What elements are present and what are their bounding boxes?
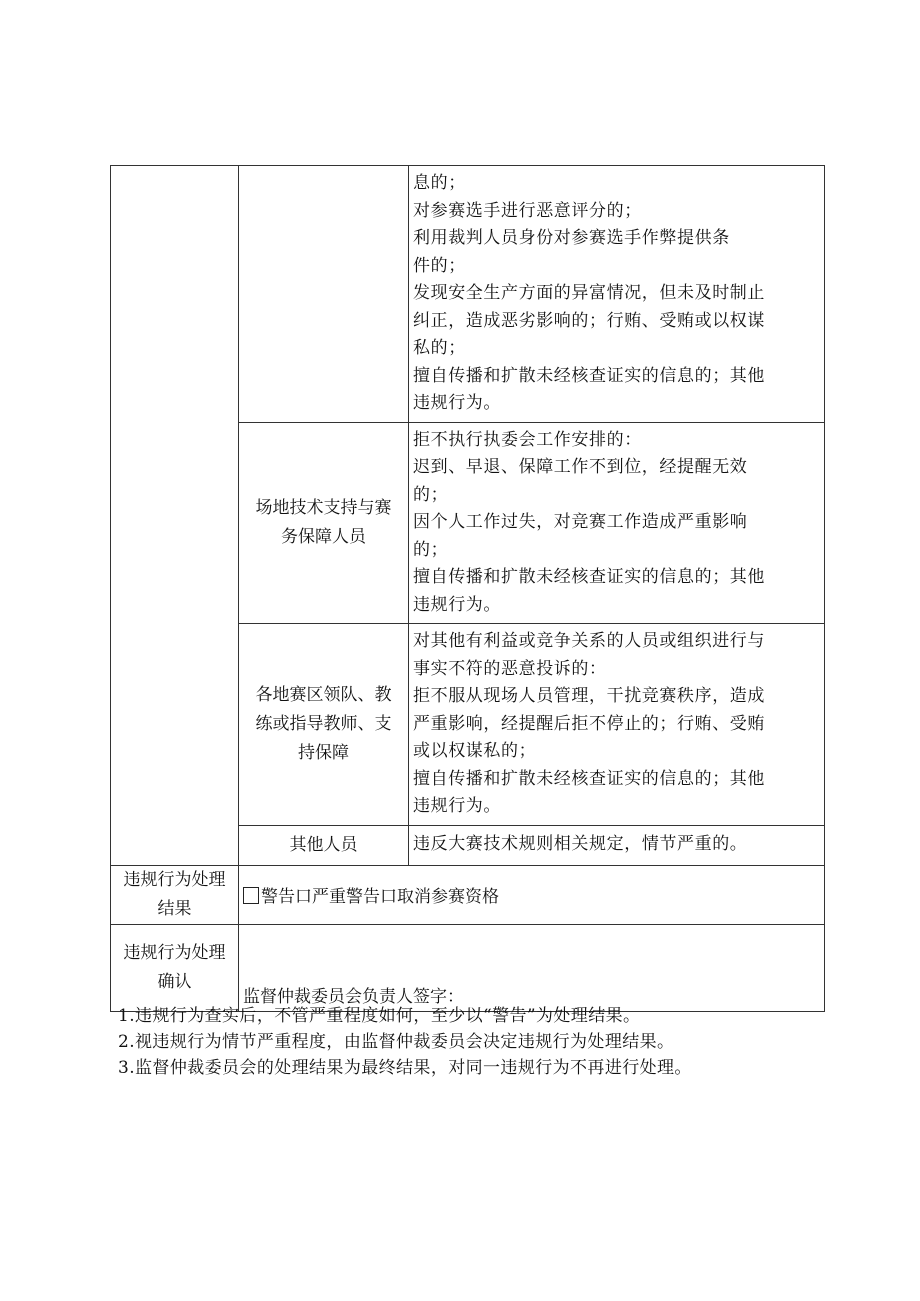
rule-line: 拒不执行执委会工作安排的： <box>413 429 642 450</box>
rule-line: 违规行为。 <box>413 796 501 816</box>
result-label: 结果 <box>157 898 192 919</box>
rule-line: 件的； <box>413 255 466 276</box>
result-options-text: 警告口严重警告口取消参赛资格 <box>261 887 499 907</box>
category-cell <box>239 422 409 624</box>
rule-line: 对其他有利益或竞争关系的人员或组织进行与 <box>413 631 765 651</box>
signature-label: 监督仲裁委员会负责人签字： <box>243 986 464 1007</box>
result-label-cell <box>111 865 239 924</box>
category-label: 场地技术支持与赛 <box>255 497 392 518</box>
confirm-label-cell <box>111 924 239 1011</box>
rule-line: 拒不服从现场人员管理，干扰竞赛秩序，造成 <box>413 686 765 706</box>
rule-line: 擅自传播和扩散未经核查证实的信息的；其他 <box>413 567 765 587</box>
rule-line: 违规行为。 <box>413 393 501 413</box>
rule-text-cell <box>409 166 825 423</box>
category-cell <box>239 166 409 423</box>
rule-line: 迟到、早退、保障工作不到位，经提醒无效 <box>413 457 748 477</box>
category-label: 持保障 <box>298 742 349 763</box>
confirm-row <box>111 924 825 1011</box>
note-item: 3.监督仲裁委员会的处理结果为最终结果，对同一违规行为不再进行处理。 <box>118 1058 692 1078</box>
result-row <box>111 865 825 924</box>
checkbox-icon[interactable] <box>243 887 259 904</box>
rule-line: 对参赛选手进行恶意评分的； <box>413 200 642 221</box>
rule-text-cell <box>409 825 825 865</box>
notes-section <box>118 1003 818 1081</box>
rule-line: 的； <box>413 539 449 560</box>
rule-text-cell <box>409 422 825 624</box>
rule-line: 擅自传播和扩散未经核查证实的信息的；其他 <box>413 365 765 386</box>
rule-line: 违规行为。 <box>413 594 501 615</box>
rule-line: 擅自传播和扩散未经核查证实的信息的；其他 <box>413 768 765 789</box>
category-cell <box>239 825 409 865</box>
rule-line: 违反大赛技术规则相关规定，情节严重的。 <box>413 834 748 855</box>
category-label: 各地赛区领队、教 <box>255 684 392 705</box>
signature-cell[interactable] <box>239 924 825 1011</box>
violation-table <box>110 165 825 1012</box>
rule-line: 的； <box>413 484 449 505</box>
category-label: 其他人员 <box>289 834 358 855</box>
result-label: 违规行为处理 <box>123 869 226 890</box>
rule-line: 因个人工作过失，对竞赛工作造成严重影响 <box>413 512 748 532</box>
rule-line: 利用裁判人员身份对参赛选手作弊提供条 <box>413 228 730 248</box>
note-item: 1.违规行为查实后，不管严重程度如何，至少以“警告”为处理结果。 <box>118 1006 641 1026</box>
rule-line: 严重影响，经提醒后拒不停止的；行贿、受贿 <box>413 713 765 734</box>
outer-category-cell <box>111 166 239 866</box>
rule-line: 私的； <box>413 338 466 358</box>
category-cell <box>239 624 409 826</box>
rule-line: 或以权谋私的； <box>413 741 537 761</box>
rule-line: 事实不符的恶意投诉的： <box>413 658 607 679</box>
confirm-label: 违规行为处理 <box>123 942 226 963</box>
category-label: 务保障人员 <box>281 526 366 547</box>
rule-text-cell <box>409 624 825 826</box>
note-item: 2.视违规行为情节严重程度，由监督仲裁委员会决定违规行为处理结果。 <box>118 1032 675 1052</box>
category-label: 练或指导教师、支 <box>255 713 392 734</box>
rule-line: 纠正，造成恶劣影响的；行贿、受贿或以权谋 <box>413 310 765 331</box>
result-options-cell <box>239 865 825 924</box>
rule-line: 发现安全生产方面的异富情况，但未及时制止 <box>413 283 765 303</box>
confirm-label: 确认 <box>157 971 192 992</box>
rule-line: 息的； <box>413 173 466 193</box>
table-row <box>111 166 825 423</box>
